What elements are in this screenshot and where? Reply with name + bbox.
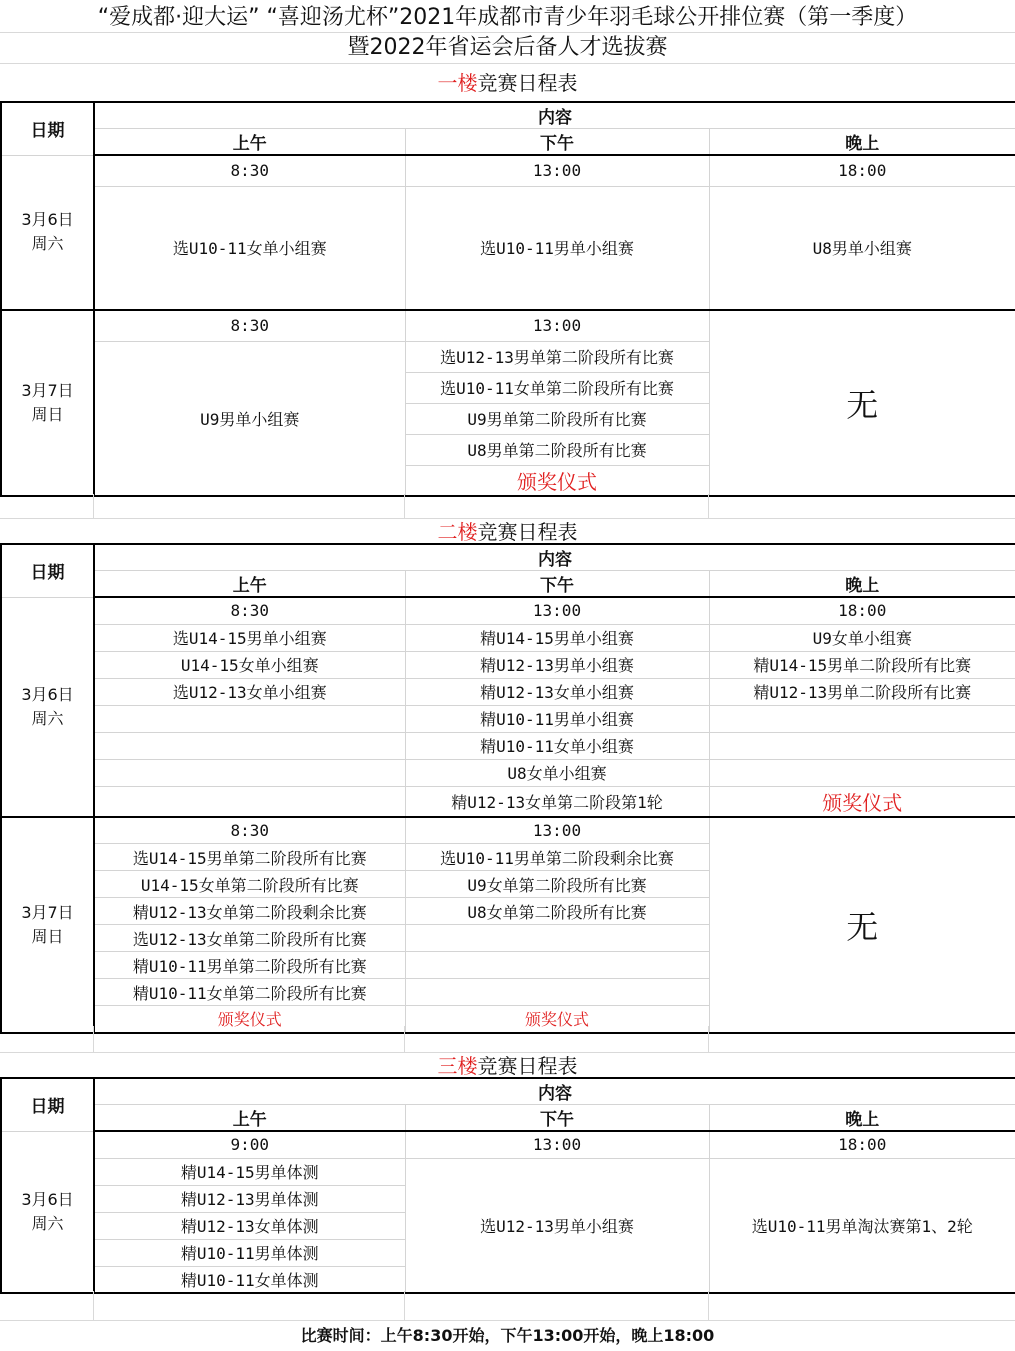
weekday-label: 周六 [31, 708, 64, 728]
date-cell [1, 155, 94, 310]
weekday-label: 周六 [31, 1213, 64, 1233]
schedule-item: 选U10-11男单小组赛 [405, 186, 709, 310]
date-label: 3月6日 [21, 210, 74, 230]
date-cell [1, 310, 94, 496]
empty-cell [405, 925, 709, 952]
floor-3-title [0, 1053, 1015, 1077]
floor-1-title-rest: 竞赛日程表 [477, 71, 578, 95]
floor-1-schedule-table [0, 101, 1015, 497]
schedule-item: 精U10-11男单体测 [94, 1239, 405, 1266]
evening-time: 18:00 [709, 155, 1015, 186]
afternoon-time: 13:00 [405, 597, 709, 624]
award-ceremony: 颁奖仪式 [405, 465, 709, 496]
afternoon-time: 13:00 [405, 155, 709, 186]
floor-3-title-rest: 竞赛日程表 [477, 1054, 578, 1078]
date-label: 3月6日 [21, 684, 74, 704]
sheet-gridline [0, 63, 1015, 64]
title-line-2: 暨2022年省运会后备人才选拔赛 [347, 35, 668, 60]
morning-time: 8:30 [94, 817, 405, 844]
empty-cell [405, 952, 709, 979]
schedule-item: U14-15女单小组赛 [94, 651, 405, 678]
schedule-item: 选U12-13女单第二阶段所有比赛 [94, 925, 405, 952]
evening-header: 晚上 [709, 571, 1015, 598]
empty-cell [94, 705, 405, 732]
schedule-item: U9男单第二阶段所有比赛 [405, 403, 709, 434]
date-header: 日期 [1, 102, 94, 155]
date-cell [1, 1131, 94, 1293]
award-ceremony: 颁奖仪式 [94, 1006, 405, 1033]
evening-header: 晚上 [709, 129, 1015, 156]
date-cell [1, 817, 94, 1033]
schedule-item: 精U12-13女单小组赛 [405, 678, 709, 705]
schedule-item: 精U14-15男单体测 [94, 1158, 405, 1185]
schedule-item: 精U12-13女单第二阶段第1轮 [405, 786, 709, 817]
afternoon-time: 13:00 [405, 1131, 709, 1158]
schedule-item: U14-15女单第二阶段所有比赛 [94, 871, 405, 898]
schedule-item: U9男单小组赛 [94, 341, 405, 496]
spacer-row [0, 494, 1015, 519]
content-header: 内容 [94, 102, 1015, 129]
empty-cell [709, 705, 1015, 732]
schedule-item: 选U10-11女单小组赛 [94, 186, 405, 310]
no-event-cell: 无 [709, 310, 1015, 496]
date-header: 日期 [1, 1078, 94, 1131]
morning-time: 8:30 [94, 310, 405, 341]
schedule-item: 精U10-11女单小组赛 [405, 732, 709, 759]
evening-header: 晚上 [709, 1105, 1015, 1132]
schedule-item: U8男单小组赛 [709, 186, 1015, 310]
afternoon-time: 13:00 [405, 310, 709, 341]
schedule-item: 精U10-11男单小组赛 [405, 705, 709, 732]
schedule-item: U8女单小组赛 [405, 759, 709, 786]
spacer-row [0, 1291, 1015, 1320]
spacer-row [0, 1026, 1015, 1053]
schedule-item: 选U12-13男单第二阶段所有比赛 [405, 341, 709, 372]
date-header: 日期 [1, 544, 94, 597]
schedule-item: 精U10-11女单第二阶段所有比赛 [94, 979, 405, 1006]
weekday-label: 周日 [31, 926, 64, 946]
morning-time: 8:30 [94, 597, 405, 624]
floor-2-title-floor: 二楼 [437, 520, 478, 544]
content-header: 内容 [94, 544, 1015, 571]
schedule-item: 选U10-11男单淘汰赛第1、2轮 [709, 1158, 1015, 1293]
schedule-item: 精U10-11男单第二阶段所有比赛 [94, 952, 405, 979]
floor-2-title [0, 519, 1015, 543]
floor-1-title-floor: 一楼 [437, 71, 478, 95]
morning-header: 上午 [94, 1105, 405, 1132]
schedule-item: U8男单第二阶段所有比赛 [405, 434, 709, 465]
morning-header: 上午 [94, 571, 405, 598]
schedule-item: U9女单第二阶段所有比赛 [405, 871, 709, 898]
schedule-item: 选U12-13女单小组赛 [94, 678, 405, 705]
morning-time: 8:30 [94, 155, 405, 186]
floor-3-title-floor: 三楼 [437, 1054, 478, 1078]
schedule-item: 精U14-15男单二阶段所有比赛 [709, 651, 1015, 678]
floor-3-schedule-table [0, 1077, 1015, 1294]
afternoon-header: 下午 [405, 129, 709, 156]
schedule-item: 精U12-13女单体测 [94, 1212, 405, 1239]
schedule-item: U9女单小组赛 [709, 624, 1015, 651]
title-line-1: “爱成都·迎大运” “喜迎汤尤杯”2021年成都市青少年羽毛球公开排位赛（第一季度） [97, 5, 918, 30]
schedule-item: 选U14-15男单第二阶段所有比赛 [94, 844, 405, 871]
schedule-item: 选U12-13男单小组赛 [405, 1158, 709, 1293]
schedule-item: 精U12-13男单二阶段所有比赛 [709, 678, 1015, 705]
floor-1-title [0, 66, 1015, 100]
schedule-item: 选U10-11女单第二阶段所有比赛 [405, 372, 709, 403]
date-cell [1, 597, 94, 817]
schedule-item: 精U14-15男单小组赛 [405, 624, 709, 651]
weekday-label: 周日 [31, 405, 64, 424]
empty-cell [94, 732, 405, 759]
empty-cell [405, 979, 709, 1006]
weekday-label: 周六 [31, 234, 64, 254]
schedule-item: 选U10-11男单第二阶段剩余比赛 [405, 844, 709, 871]
match-time-note: 比赛时间：上午8:30开始，下午13:00开始，晚上18:00 [0, 1320, 1015, 1351]
empty-cell [709, 759, 1015, 786]
afternoon-time: 13:00 [405, 817, 709, 844]
schedule-item: 选U14-15男单小组赛 [94, 624, 405, 651]
evening-time: 18:00 [709, 597, 1015, 624]
schedule-item: 精U12-13男单小组赛 [405, 651, 709, 678]
morning-header: 上午 [94, 129, 405, 156]
empty-cell [94, 759, 405, 786]
award-ceremony: 颁奖仪式 [709, 786, 1015, 817]
afternoon-header: 下午 [405, 1105, 709, 1132]
floor-2-schedule-table [0, 543, 1015, 1034]
date-label: 3月7日 [21, 902, 74, 922]
date-label: 3月6日 [21, 1189, 74, 1209]
morning-time: 9:00 [94, 1131, 405, 1158]
schedule-item: 精U12-13女单第二阶段剩余比赛 [94, 898, 405, 925]
schedule-item: U8女单第二阶段所有比赛 [405, 898, 709, 925]
afternoon-header: 下午 [405, 571, 709, 598]
empty-cell [94, 786, 405, 817]
content-header: 内容 [94, 1078, 1015, 1105]
date-label: 3月7日 [21, 381, 74, 400]
floor-2-title-rest: 竞赛日程表 [477, 520, 578, 544]
schedule-item: 精U12-13男单体测 [94, 1185, 405, 1212]
schedule-item: 精U10-11女单体测 [94, 1266, 405, 1293]
award-ceremony: 颁奖仪式 [405, 1006, 709, 1033]
no-event-cell: 无 [709, 817, 1015, 1033]
empty-cell [709, 732, 1015, 759]
evening-time: 18:00 [709, 1131, 1015, 1158]
